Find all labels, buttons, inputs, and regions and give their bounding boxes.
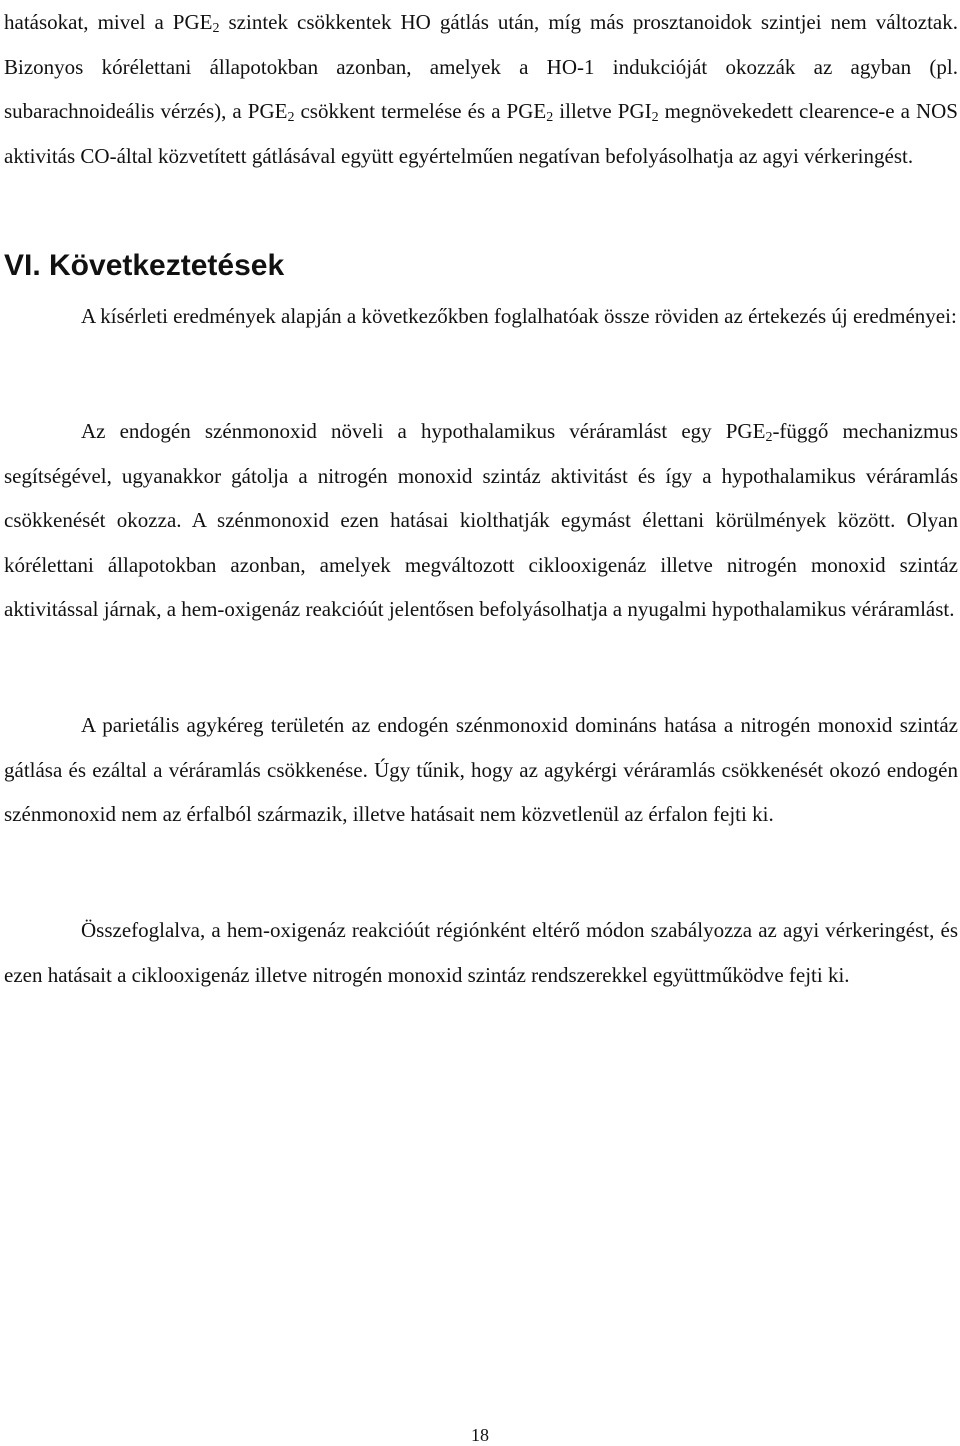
summary-paragraph: Összefoglalva, a hem-oxigenáz reakcióút régiónként eltérő módon szabályozza az agyi vérkeringést, és ezen hatásait a ciklooxigenáz illetve nitrogén monoxid szintáz rendszerekkel együttműködve fejti ki. [4,918,958,987]
section-heading: VI. Következtetések [4,249,285,282]
text-segment: csökkent termelése és a PGE [294,99,547,123]
subscript: 2 [651,110,659,125]
text-segment: illetve PGI [553,99,652,123]
conclusion-paragraph-hypothalamus [4,409,958,632]
text-segment: megnövekedett clearence-e a NOS aktivitás CO-által közvetített gátlásával együtt egyértelműen negatívan befolyásolhatja az agyi vérkeringést. [4,99,958,168]
subscript: 2 [212,21,220,36]
text-segment: -függő mechanizmus segítségével, ugyanakkor gátolja a nitrogén monoxid szintáz aktivitást és így a hypothalamikus véráramlás csökkenését okozza. A szénmonoxid ezen hatásai kiolthatják egymást élettani körülmények között. Olyan kórélettani állapotokban azonban, amelyek megváltozott ciklooxigenáz illetve nitrogén monoxid szintáz aktivitással járnak, a hem-oxigenáz reakcióút jelentősen befolyásolhatja a nyugalmi hypothalamikus véráramlást. [4,419,958,621]
subscript: 2 [546,110,554,125]
conclusion-paragraph-cortex: A parietális agykéreg területén az endogén szénmonoxid domináns hatása a nitrogén monoxid szintáz gátlása és ezáltal a véráramlás csökkenése. Úgy tűnik, hogy az agykérgi véráramlás csökkenését okozó endogén szénmonoxid nem az érfalból származik, illetve hatásait nem közvetlenül az érfalon fejti ki. [4,713,958,826]
subscript: 2 [765,430,773,445]
text-segment: szintek csökkentek HO gátlás után, míg más prosztanoidok szintjei nem változtak. Bizonyos kórélettani állapotokban azonban, amelyek a HO-1 indukcióját okozzák az agyban (pl. subarachnoideális vérzés), a PGE [4,10,958,123]
subscript: 2 [287,110,295,125]
continued-paragraph [4,0,958,178]
text-segment: hatásokat, mivel a PGE [4,10,213,34]
text-segment: Az endogén szénmonoxid növeli a hypothalamikus véráramlást egy PGE [81,419,766,443]
intro-paragraph: A kísérleti eredmények alapján a következőkben foglalhatóak össze röviden az értekezés új eredményei: [81,304,957,328]
page-number: 18 [471,1425,489,1445]
